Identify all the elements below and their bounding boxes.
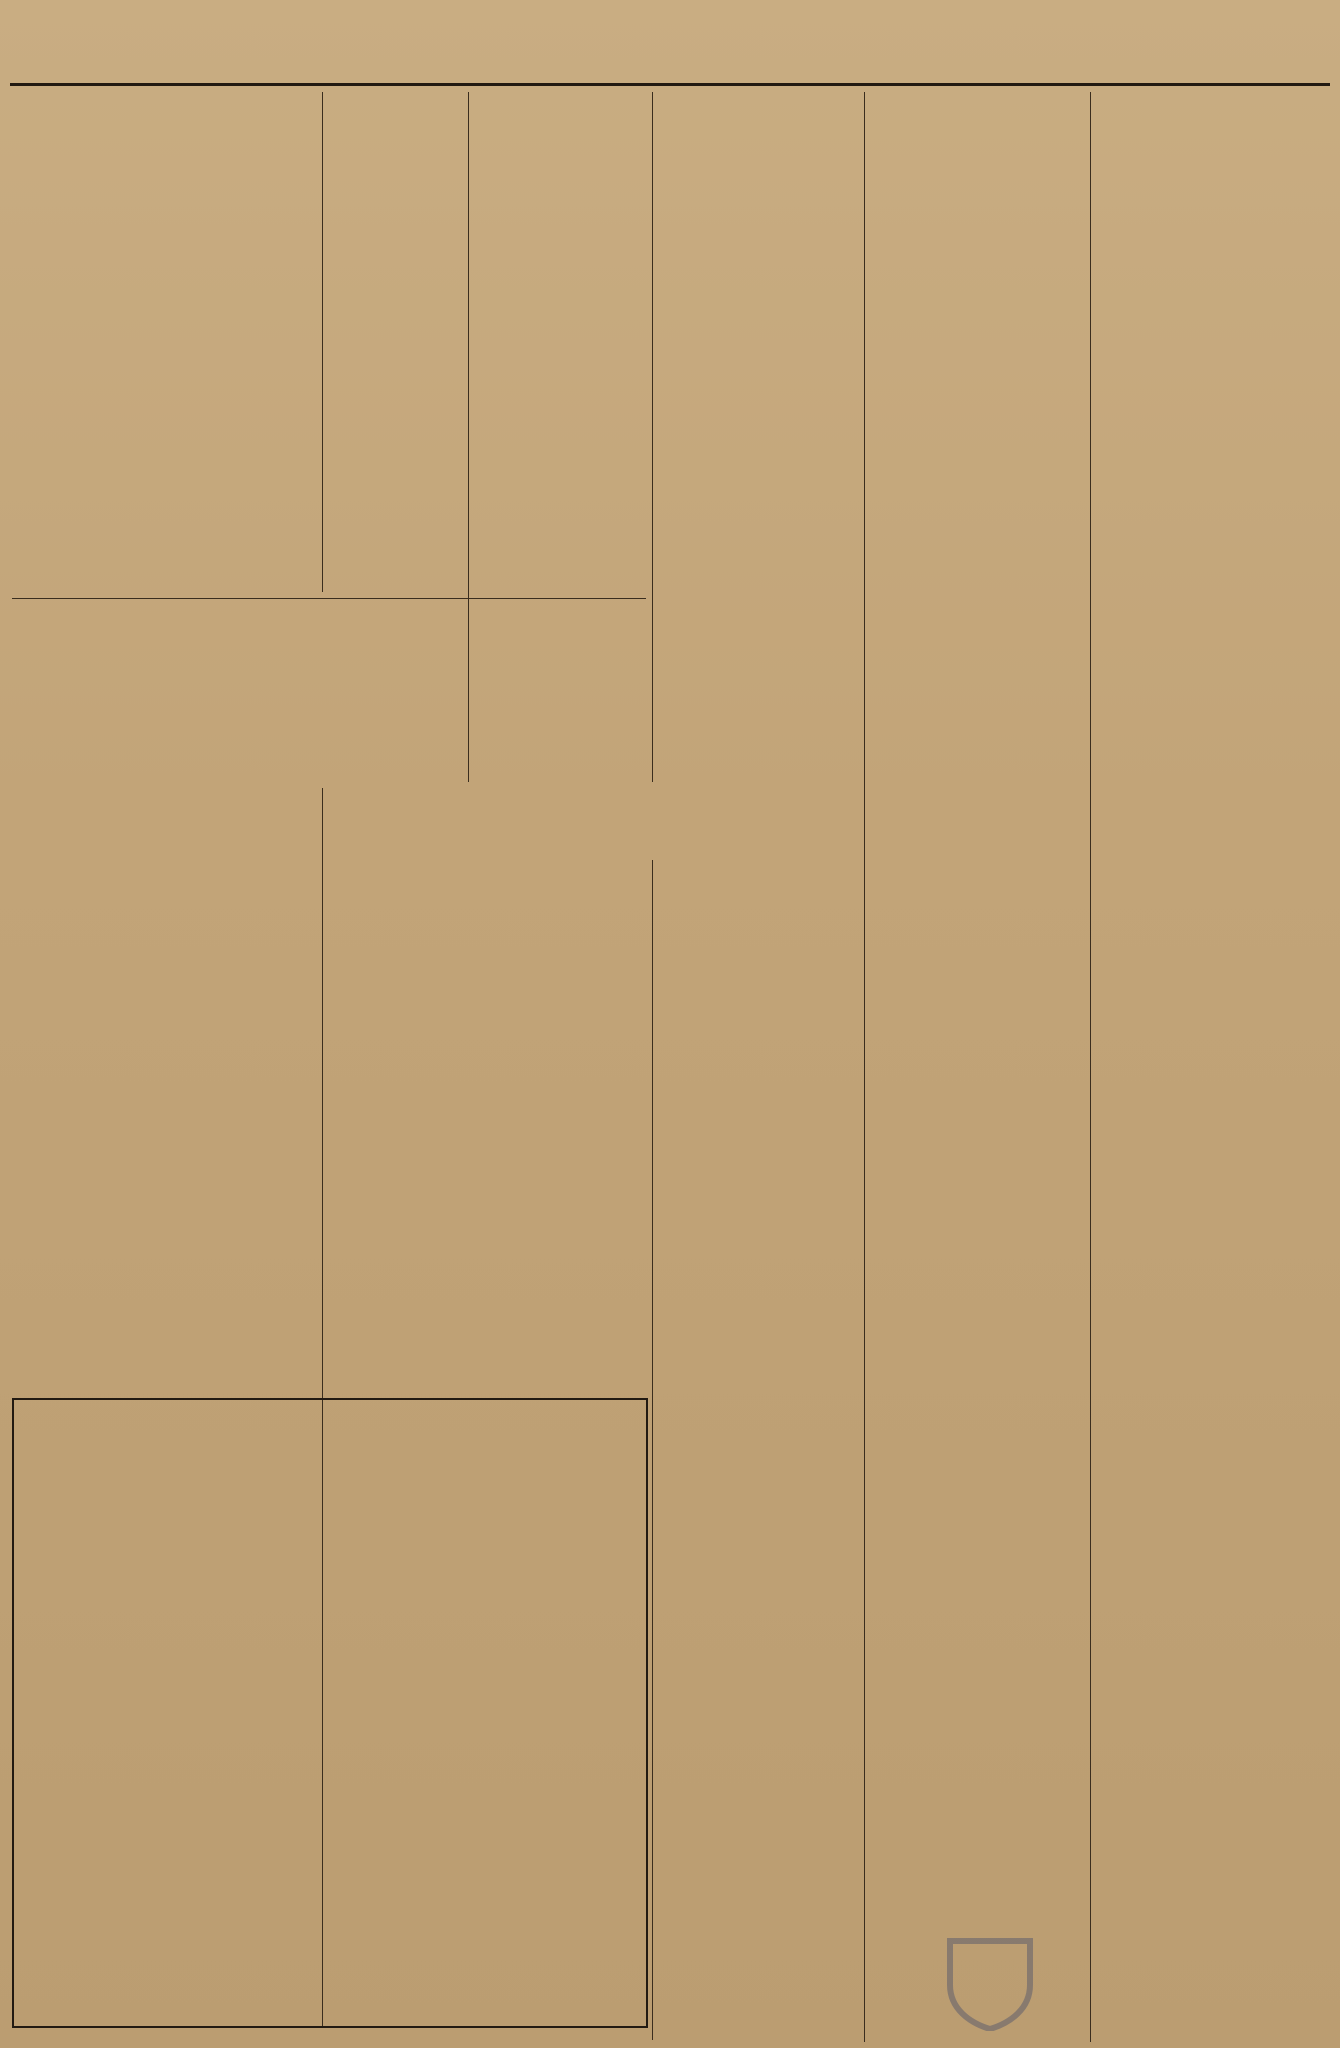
provincias-right-column [658,860,858,2035]
becerra-article [658,94,858,854]
right-column [1096,94,1332,2034]
consejo-left [12,792,316,1092]
column-rule [652,92,653,782]
masthead [10,46,1330,86]
column-rule [322,92,323,592]
cinema-rabida-ad [12,1100,316,1390]
column-rule [652,860,653,2040]
section-rule [12,598,646,599]
column-rule [1090,92,1091,2042]
union-fenix-ad [12,1398,648,2028]
column-1-article [12,94,316,594]
huelga-column [870,1206,1084,2036]
guardia-civil-column [870,94,1084,1204]
column-rule [864,92,865,2042]
watermark [940,1935,1330,2035]
consejo-right [328,792,646,1262]
shield-icon [940,1935,1040,2031]
consejo-headline-block [12,604,646,788]
column-2-article [328,94,462,594]
